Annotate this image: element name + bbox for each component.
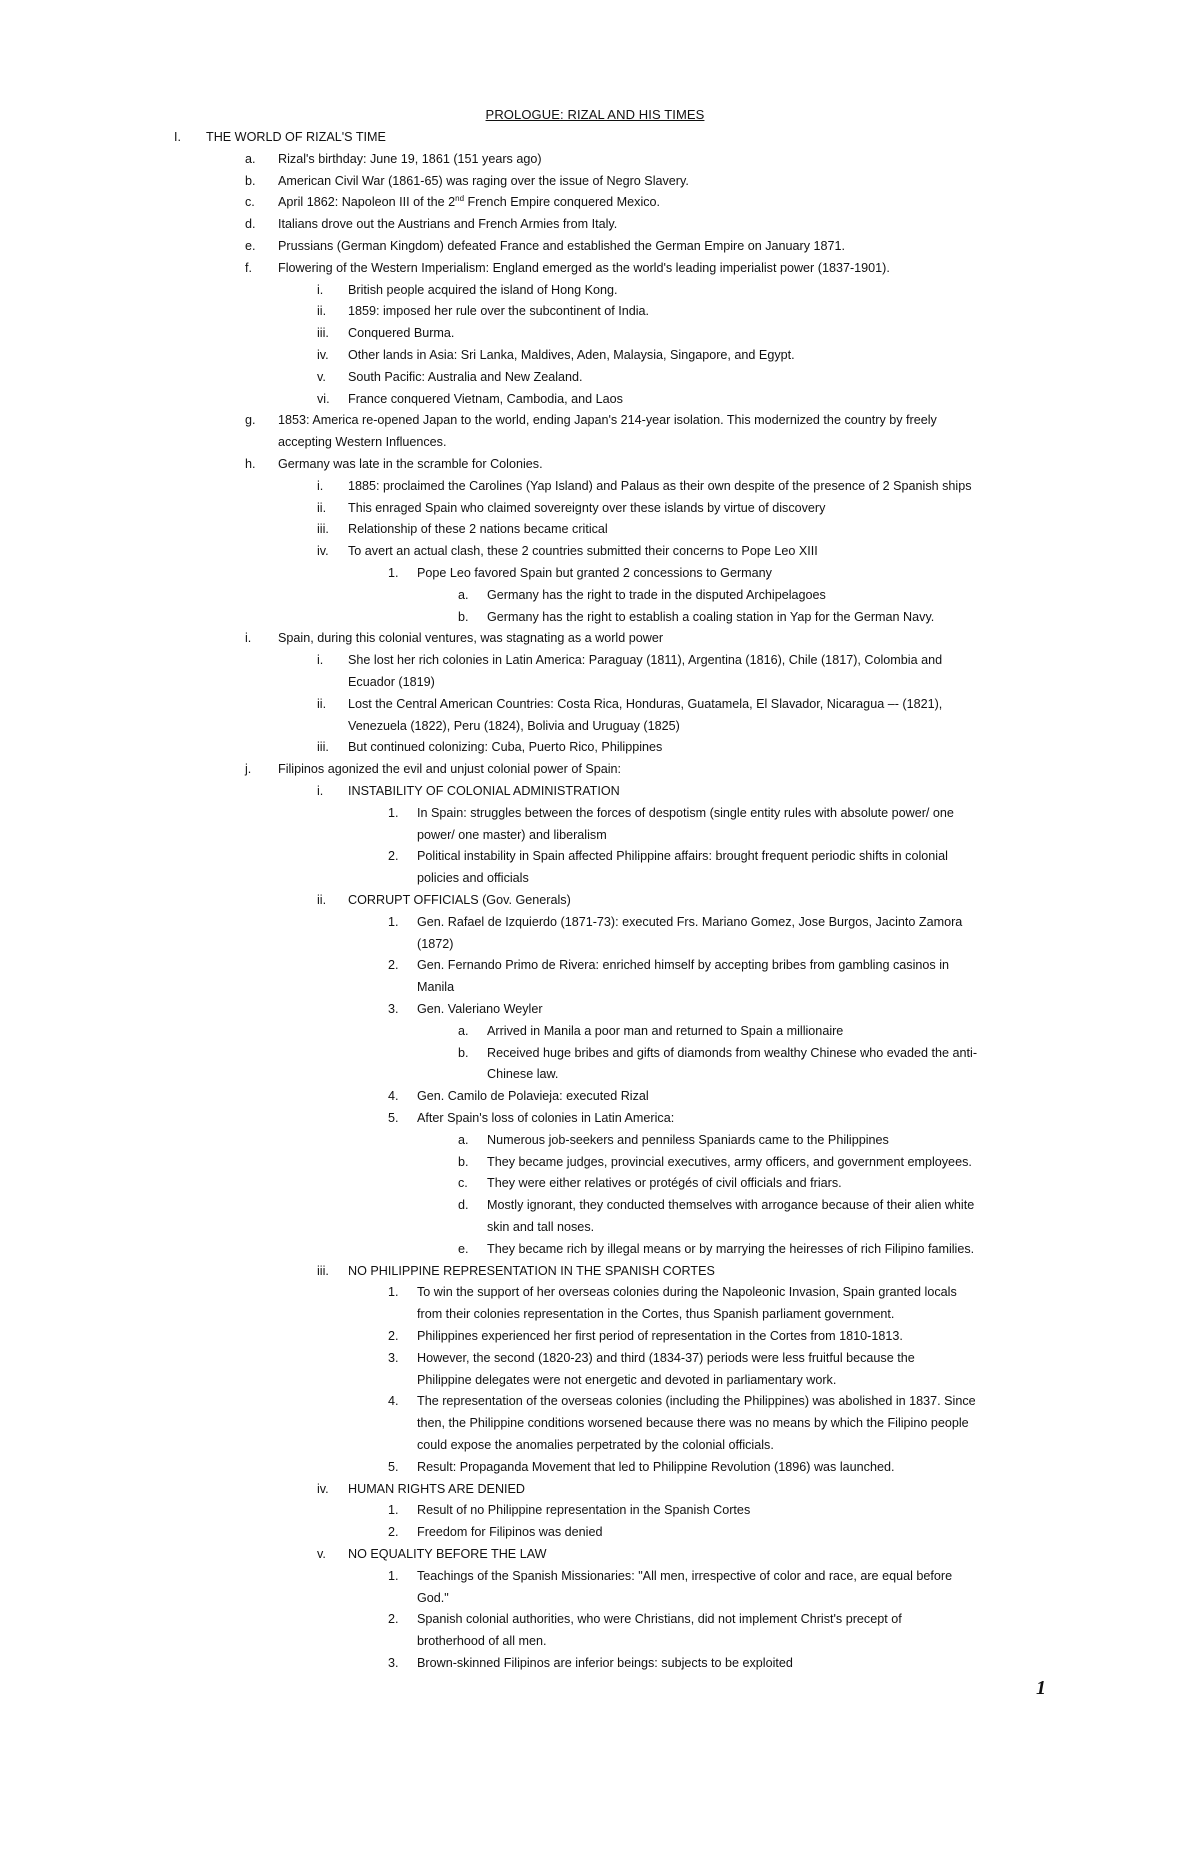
list-marker: iii. <box>317 326 329 341</box>
text-run: NO EQUALITY BEFORE THE LAW <box>348 1547 547 1561</box>
list-item-text <box>348 650 942 672</box>
list-marker: 2. <box>388 958 399 973</box>
text-run: Other lands in Asia: Sri Lanka, Maldives, Aden, Malaysia, Singapore, and Egypt. <box>348 348 795 362</box>
outline-line <box>0 607 1200 629</box>
text-run: American Civil War (1861-65) was raging over the issue of Negro Slavery. <box>278 173 689 188</box>
outline-line <box>0 890 1200 912</box>
outline-line <box>0 192 1200 214</box>
outline-line <box>0 825 1200 847</box>
list-marker: iv. <box>317 1481 329 1496</box>
outline-line <box>0 432 1200 454</box>
outline-line <box>0 1479 1200 1501</box>
list-item-text <box>348 1261 715 1283</box>
list-item-text <box>417 1522 603 1544</box>
list-marker: 5. <box>388 1459 399 1474</box>
text-run: NO PHILIPPINE REPRESENTATION IN THE SPANISH CORTES <box>348 1263 715 1278</box>
text-run: Ecuador (1819) <box>348 675 435 689</box>
list-item-text <box>278 432 446 454</box>
text-run: Venezuela (1822), Peru (1824), Bolivia and Uruguay (1825) <box>348 718 680 733</box>
text-run: Conquered Burma. <box>348 326 455 341</box>
list-marker: 1. <box>388 805 399 820</box>
list-marker: 1. <box>388 1503 399 1518</box>
list-marker: v. <box>317 1547 326 1561</box>
list-marker: ii. <box>317 304 327 319</box>
outline-line <box>0 1195 1200 1217</box>
outline-line <box>0 846 1200 868</box>
list-item-text <box>417 1282 957 1304</box>
text-run: Germany has the right to establish a coaling station in Yap for the German Navy. <box>487 609 935 624</box>
list-marker: a. <box>245 151 256 166</box>
list-marker: b. <box>458 1045 469 1060</box>
outline-line <box>0 999 1200 1021</box>
list-item-text <box>417 1653 793 1675</box>
text-run: Freedom for Filipinos was denied <box>417 1525 603 1540</box>
list-item-text <box>487 1217 594 1239</box>
text-run: Germany has the right to trade in the disputed Archipelagoes <box>487 587 826 602</box>
text-run: Gen. Camilo de Polavieja: executed Rizal <box>417 1089 649 1104</box>
outline-line <box>0 519 1200 541</box>
outline-line <box>0 301 1200 323</box>
list-marker: 1. <box>388 914 399 929</box>
outline-line <box>0 1282 1200 1304</box>
outline-line <box>0 1108 1200 1130</box>
list-marker: a. <box>458 587 469 602</box>
list-item-text <box>417 1457 894 1479</box>
text-run: To avert an actual clash, these 2 countries submitted their concerns to Pope Leo XIII <box>348 544 818 559</box>
list-item-text <box>348 519 608 541</box>
outline-line <box>0 1544 1200 1566</box>
list-item-text <box>206 127 386 149</box>
outline-line <box>0 1021 1200 1043</box>
list-item-text <box>348 498 825 520</box>
list-marker: d. <box>245 217 256 232</box>
list-item-text <box>348 301 649 323</box>
list-marker: a. <box>458 1132 469 1147</box>
text-run: then, the Philippine conditions worsened because there was no means by which the Filipino people <box>417 1416 969 1431</box>
text-run: Prussians (German Kingdom) defeated France and established the German Empire on January 1871. <box>278 239 846 253</box>
list-item-text <box>417 1609 902 1631</box>
text-run: Political instability in Spain affected Philippine affairs: brought frequent periodic shifts in colonial <box>417 849 948 864</box>
list-item-text <box>417 1370 836 1392</box>
text-run: To win the support of her overseas colonies during the Napoleonic Invasion, Spain granted locals <box>417 1285 957 1300</box>
outline-line <box>0 1370 1200 1392</box>
list-item-text <box>487 1195 974 1217</box>
outline-line <box>0 1435 1200 1457</box>
text-run: could expose the anomalies perpetrated by the colonial officials. <box>417 1438 774 1452</box>
list-item-text <box>278 454 543 476</box>
text-run: Philippine delegates were not energetic and devoted in parliamentary work. <box>417 1372 837 1387</box>
text-run: CORRUPT OFFICIALS (Gov. Generals) <box>348 893 571 907</box>
text-run: French Empire conquered Mexico. <box>464 195 661 210</box>
list-marker: c. <box>458 1176 468 1191</box>
list-item-text <box>348 541 818 563</box>
list-marker: 3. <box>388 1350 399 1365</box>
outline-line <box>0 1326 1200 1348</box>
list-marker: d. <box>458 1198 469 1213</box>
text-run: April 1862: Napoleon III of the 2 <box>278 195 456 210</box>
list-item-text <box>348 345 795 367</box>
outline-line <box>0 367 1200 389</box>
outline-line <box>0 1391 1200 1413</box>
list-marker: 1. <box>388 566 399 580</box>
list-item-text <box>417 934 453 956</box>
list-item-text <box>348 1479 525 1501</box>
text-run: Arrived in Manila a poor man and returned to Spain a millionaire <box>487 1023 844 1038</box>
outline-line <box>0 1413 1200 1435</box>
outline-line <box>0 1588 1200 1610</box>
outline-line <box>0 912 1200 934</box>
outline-line <box>0 345 1200 367</box>
text-run: Philippines experienced her first period of representation in the Cortes from 1810-1813. <box>417 1329 903 1343</box>
text-run: In Spain: struggles between the forces of despotism (single entity rules with absolute power/ one <box>417 805 954 820</box>
text-run: Mostly ignorant, they conducted themselves with arrogance because of their alien white <box>487 1198 975 1213</box>
text-run: Numerous job-seekers and penniless Spaniards came to the Philippines <box>487 1132 889 1147</box>
text-run: France conquered Vietnam, Cambodia, and Laos <box>348 391 623 406</box>
outline-line <box>0 1631 1200 1653</box>
list-item-text <box>487 1173 842 1195</box>
list-marker: iii. <box>317 740 329 755</box>
list-marker: c. <box>245 195 255 210</box>
text-run: Pope Leo favored Spain but granted 2 concessions to Germany <box>417 566 772 580</box>
outline-line <box>0 1086 1200 1108</box>
outline-line <box>0 759 1200 781</box>
list-item-text <box>487 1043 977 1065</box>
text-run: Gen. Rafael de Izquierdo (1871-73): executed Frs. Mariano Gomez, Jose Burgos, Jacinto Zamora <box>417 914 963 929</box>
text-run: Brown-skinned Filipinos are inferior beings: subjects to be exploited <box>417 1656 793 1670</box>
list-marker: i. <box>317 784 324 798</box>
outline-line <box>0 1173 1200 1195</box>
list-marker: b. <box>458 1154 469 1169</box>
outline-line <box>0 955 1200 977</box>
outline-line <box>0 454 1200 476</box>
text-run: from their colonies representation in the Cortes, thus Spanish parliament government. <box>417 1307 895 1322</box>
list-marker: vi. <box>317 391 330 406</box>
list-item-text <box>278 628 663 650</box>
outline-line <box>0 934 1200 956</box>
list-item-text <box>417 1348 915 1370</box>
outline-line <box>0 1064 1200 1086</box>
list-item-text <box>417 1500 750 1522</box>
text-run: Filipinos agonized the evil and unjust colonial power of Spain: <box>278 762 622 777</box>
list-marker: 5. <box>388 1111 399 1125</box>
outline-line <box>0 236 1200 258</box>
text-run: They became rich by illegal means or by marrying the heiresses of rich Filipino families. <box>487 1241 975 1256</box>
text-run: HUMAN RIGHTS ARE DENIED <box>348 1481 526 1496</box>
outline-line <box>0 1304 1200 1326</box>
list-item-text <box>417 977 454 999</box>
list-item-text <box>348 367 583 389</box>
list-item-text <box>417 1304 894 1326</box>
text-run: INSTABILITY OF COLONIAL ADMINISTRATION <box>348 784 620 798</box>
page-title: PROLOGUE: RIZAL AND HIS TIMES <box>485 107 705 122</box>
list-item-text <box>348 476 972 498</box>
text-run: power/ one master) and liberalism <box>417 827 607 842</box>
text-run: South Pacific: Australia and New Zealand. <box>348 369 583 384</box>
list-item-text <box>417 1108 674 1130</box>
outline-line <box>0 498 1200 520</box>
outline-line <box>0 541 1200 563</box>
text-run: Spanish colonial authorities, who were Christians, did not implement Christ's precept of <box>417 1612 902 1627</box>
text-run: policies and officials <box>417 871 529 886</box>
outline-line <box>0 1457 1200 1479</box>
outline-line <box>0 650 1200 672</box>
outline-line <box>0 803 1200 825</box>
list-item-text <box>417 1566 952 1588</box>
outline-line <box>0 389 1200 411</box>
list-item-text <box>417 1086 649 1108</box>
list-item-text <box>417 846 948 868</box>
outline-line <box>0 1653 1200 1675</box>
text-run: Result: Propaganda Movement that led to Philippine Revolution (1896) was launched. <box>417 1459 895 1474</box>
text-run: Chinese law. <box>487 1067 559 1082</box>
outline-line <box>0 1130 1200 1152</box>
list-item-text <box>417 1631 547 1653</box>
list-item-text <box>487 1130 889 1152</box>
outline-line <box>0 868 1200 890</box>
text-run: THE WORLD OF RIZAL'S TIME <box>206 130 386 144</box>
text-run: This enraged Spain who claimed sovereignty over these islands by virtue of discovery <box>348 500 826 515</box>
list-marker: ii. <box>317 696 327 711</box>
list-item-text <box>348 280 618 302</box>
outline-line <box>0 1239 1200 1261</box>
outline-line <box>0 171 1200 193</box>
text-run: They became judges, provincial executives, army officers, and government employees. <box>487 1154 972 1169</box>
list-marker: ii. <box>317 500 327 515</box>
outline-line <box>0 149 1200 171</box>
list-marker: 1. <box>388 1568 399 1583</box>
outline-line <box>0 214 1200 236</box>
text-run: brotherhood of all men. <box>417 1634 547 1649</box>
list-item-text <box>417 1326 903 1348</box>
list-marker: h. <box>245 457 256 471</box>
list-item-text <box>417 999 543 1021</box>
superscript: nd <box>455 194 465 204</box>
list-item-text <box>348 694 942 716</box>
list-marker: 3. <box>388 1656 399 1670</box>
outline-line <box>0 737 1200 759</box>
list-marker: ii. <box>317 893 327 907</box>
list-marker: a. <box>458 1023 469 1038</box>
outline-line <box>0 476 1200 498</box>
list-marker: i. <box>245 631 252 646</box>
outline-line <box>0 1522 1200 1544</box>
text-run: 1859: imposed her rule over the subcontinent of India. <box>348 304 650 319</box>
list-item-text <box>417 1435 774 1457</box>
list-item-text <box>417 955 949 977</box>
outline-line <box>0 1261 1200 1283</box>
list-item-text <box>278 192 660 214</box>
list-item-text <box>278 171 689 193</box>
text-run: Lost the Central American Countries: Costa Rica, Honduras, Guatamela, El Slavador, Nicaragua –- (1821), <box>348 696 943 711</box>
outline-line <box>0 127 1200 149</box>
text-run: Teachings of the Spanish Missionaries: "All men, irrespective of color and race, are equal before <box>417 1568 953 1583</box>
list-marker: iv. <box>317 544 329 559</box>
list-item-text <box>348 781 620 803</box>
list-item-text <box>417 1391 976 1413</box>
text-run: Gen. Fernando Primo de Rivera: enriched himself by accepting bribes from gambling casinos in <box>417 958 949 973</box>
list-marker: 2. <box>388 1329 399 1343</box>
outline-line <box>0 1217 1200 1239</box>
list-item-text <box>487 1152 972 1174</box>
list-item-text <box>417 825 607 847</box>
list-item-text <box>278 214 617 236</box>
text-run: Received huge bribes and gifts of diamonds from wealthy Chinese who evaded the anti- <box>487 1045 978 1060</box>
outline-line <box>0 672 1200 694</box>
outline-line <box>0 1566 1200 1588</box>
list-marker: e. <box>458 1241 469 1256</box>
text-run: Flowering of the Western Imperialism: England emerged as the world's leading imperialist power (1837-1901). <box>278 260 890 275</box>
list-marker: b. <box>245 173 256 188</box>
text-run: Manila <box>417 980 455 995</box>
list-item-text <box>348 672 435 694</box>
list-item-text <box>487 1239 974 1261</box>
list-marker: iii. <box>317 1263 329 1278</box>
text-run: Spain, during this colonial ventures, was stagnating as a world power <box>278 631 664 646</box>
text-run: 1885: proclaimed the Carolines (Yap Island) and Palaus as their own despite of the presence of 2 Spanish ships <box>348 478 972 493</box>
list-item-text <box>348 890 571 912</box>
list-marker: b. <box>458 609 469 624</box>
list-marker: 1. <box>388 1285 399 1300</box>
list-marker: f. <box>245 260 252 275</box>
list-marker: 3. <box>388 1002 399 1016</box>
list-item-text <box>417 1413 969 1435</box>
list-item-text <box>278 258 890 280</box>
list-marker: j. <box>245 762 252 777</box>
outline-line <box>0 258 1200 280</box>
page-number: 1 <box>1036 1677 1046 1699</box>
text-run: accepting Western Influences. <box>278 435 447 450</box>
list-marker: iii. <box>317 522 329 537</box>
list-marker: 4. <box>388 1089 399 1104</box>
text-run: skin and tall noses. <box>487 1220 595 1234</box>
list-item-text <box>487 1064 558 1086</box>
outline-line <box>0 410 1200 432</box>
outline-line <box>0 1152 1200 1174</box>
list-marker: g. <box>245 413 256 428</box>
list-marker: e. <box>245 239 256 253</box>
list-item-text <box>417 868 529 890</box>
list-item-text <box>417 803 954 825</box>
outline-line <box>0 280 1200 302</box>
list-item-text <box>278 759 621 781</box>
list-marker: 2. <box>388 849 399 864</box>
outline-line <box>0 694 1200 716</box>
list-item-text <box>348 323 454 345</box>
list-item-text <box>348 389 623 411</box>
outline-line <box>0 323 1200 345</box>
outline-line <box>0 585 1200 607</box>
text-run: However, the second (1820-23) and third (1834-37) periods were less fruitful because the <box>417 1350 915 1365</box>
text-run: Germany was late in the scramble for Colonies. <box>278 457 543 471</box>
list-marker: iv. <box>317 348 329 362</box>
text-run: Rizal's birthday: June 19, 1861 (151 years ago) <box>278 151 542 166</box>
text-run: After Spain's loss of colonies in Latin America: <box>417 1111 675 1125</box>
outline-line <box>0 1500 1200 1522</box>
text-run: God." <box>417 1590 449 1605</box>
text-run: Italians drove out the Austrians and French Armies from Italy. <box>278 217 618 232</box>
list-item-text <box>487 585 826 607</box>
list-marker: v. <box>317 369 326 384</box>
outline-line <box>0 781 1200 803</box>
text-run: Result of no Philippine representation in the Spanish Cortes <box>417 1503 751 1518</box>
list-marker: I. <box>174 130 181 144</box>
text-run: 1853: America re-opened Japan to the world, ending Japan's 214-year isolation. This modernized the country by freely <box>278 413 937 428</box>
outline-line <box>0 1348 1200 1370</box>
text-run: The representation of the overseas colonies (including the Philippines) was abolished in 1837. Since <box>417 1394 976 1409</box>
list-marker: 2. <box>388 1612 399 1627</box>
list-item-text <box>278 149 542 171</box>
outline-line <box>0 977 1200 999</box>
outline-line <box>0 1609 1200 1631</box>
text-run: But continued colonizing: Cuba, Puerto Rico, Philippines <box>348 740 663 755</box>
outline-line <box>0 716 1200 738</box>
list-item-text <box>417 912 962 934</box>
list-item-text <box>487 607 934 629</box>
list-marker: 4. <box>388 1394 399 1409</box>
text-run: She lost her rich colonies in Latin America: Paraguay (1811), Argentina (1816), Chile (1817), Colombia and <box>348 653 943 668</box>
list-marker: 2. <box>388 1525 399 1540</box>
list-item-text <box>487 1021 843 1043</box>
outline-line <box>0 563 1200 585</box>
list-marker: i. <box>317 282 324 297</box>
list-marker: i. <box>317 478 324 493</box>
list-item-text <box>278 236 845 258</box>
text-run: They were either relatives or protégés of civil officials and friars. <box>487 1176 842 1191</box>
text-run: Gen. Valeriano Weyler <box>417 1002 543 1016</box>
outline-line <box>0 1043 1200 1065</box>
list-item-text <box>417 563 772 585</box>
text-run: Relationship of these 2 nations became critical <box>348 522 608 537</box>
list-item-text <box>278 410 937 432</box>
outline-line <box>0 628 1200 650</box>
text-run: British people acquired the island of Hong Kong. <box>348 282 618 297</box>
list-item-text <box>348 737 662 759</box>
list-item-text <box>348 1544 547 1566</box>
list-item-text <box>417 1588 449 1610</box>
list-item-text <box>348 716 680 738</box>
text-run: (1872) <box>417 936 454 951</box>
list-marker: i. <box>317 653 324 668</box>
